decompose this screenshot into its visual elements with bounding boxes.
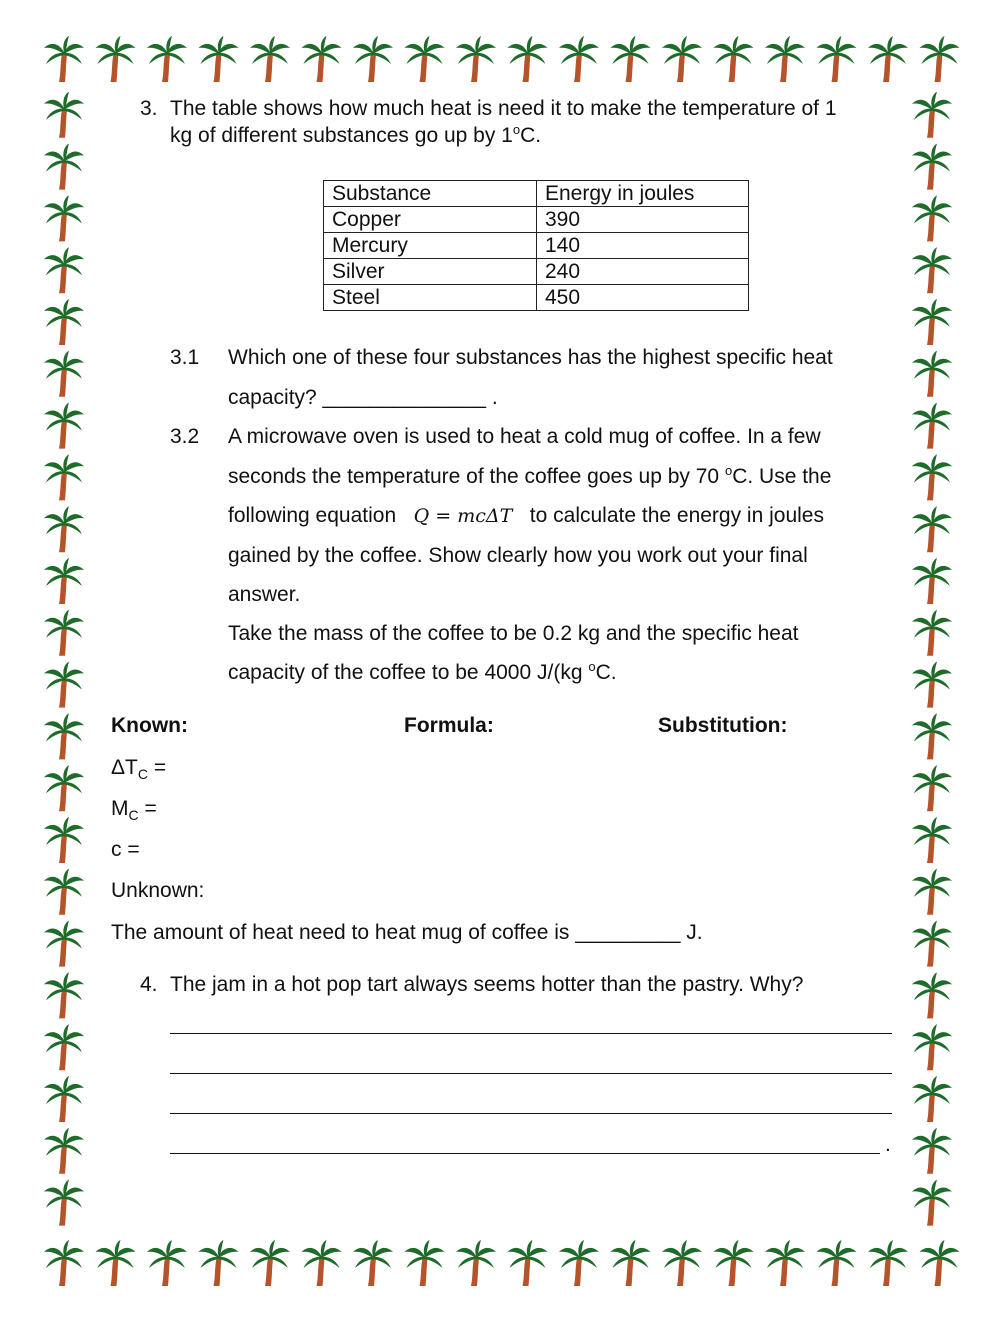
palm-tree-icon (44, 351, 84, 397)
palm-tree-icon (44, 558, 84, 604)
table-cell: 240 (537, 259, 749, 285)
table-cell: 140 (537, 233, 749, 259)
palm-tree-icon (611, 36, 651, 82)
palm-tree-icon (912, 506, 952, 552)
palm-tree-icon (912, 92, 952, 138)
q32-line1: A microwave oven is used to heat a cold mug of coffee. In a few (228, 425, 821, 448)
palm-tree-icon (912, 1128, 952, 1174)
palm-tree-icon (912, 610, 952, 656)
q3-number: 3. (140, 97, 158, 120)
palm-tree-icon (817, 36, 857, 82)
palm-tree-icon (147, 36, 187, 82)
heat-energy-table (323, 180, 749, 311)
palm-tree-icon (44, 610, 84, 656)
palm-tree-icon (912, 403, 952, 449)
palm-tree-icon (912, 869, 952, 915)
q32-line2: seconds the temperature of the coffee goes up by 70 $^o$C. Use the (228, 463, 832, 488)
q4-question: The jam in a hot pop tart always seems hotter than the pastry. Why? (170, 973, 804, 996)
palm-tree-icon (44, 921, 84, 967)
palm-tree-icon (508, 1240, 548, 1286)
palm-tree-icon (559, 1240, 599, 1286)
formula-label: Formula: (404, 714, 494, 737)
palm-tree-icon (714, 1240, 754, 1286)
table-cell: 390 (537, 207, 749, 233)
palm-tree-icon (456, 1240, 496, 1286)
palm-tree-icon (912, 1180, 952, 1226)
heat-equation: Q = mcΔT (413, 505, 513, 527)
palm-tree-icon (353, 36, 393, 82)
table-row (324, 233, 749, 259)
palm-tree-icon (353, 1240, 393, 1286)
palm-tree-icon (912, 247, 952, 293)
palm-tree-icon (765, 36, 805, 82)
table-cell: Steel (324, 285, 537, 311)
palm-tree-icon (508, 36, 548, 82)
table-header-row (324, 181, 749, 207)
palm-tree-icon (44, 92, 84, 138)
palm-tree-icon (912, 351, 952, 397)
palm-tree-icon (559, 36, 599, 82)
mass-line: $M_C$ = (111, 797, 157, 824)
q32-line4: gained by the coffee. Show clearly how you work out your final (228, 544, 808, 567)
palm-tree-icon (912, 558, 952, 604)
table-cell: Mercury (324, 233, 537, 259)
table-row (324, 207, 749, 233)
palm-tree-icon (456, 36, 496, 82)
q32-line6: Take the mass of the coffee to be 0.2 kg and the specific heat (228, 622, 799, 645)
table-header: Energy in joules (537, 181, 749, 207)
palm-tree-icon (44, 299, 84, 345)
palm-tree-icon (44, 403, 84, 449)
palm-tree-icon (912, 817, 952, 863)
q32-number: 3.2 (170, 425, 200, 448)
table-row (324, 285, 749, 311)
palm-tree-icon (912, 1024, 952, 1070)
palm-tree-icon (714, 36, 754, 82)
palm-tree-icon (44, 144, 84, 190)
palm-tree-icon (868, 36, 908, 82)
q31-number: 3.1 (170, 346, 200, 369)
palm-tree-icon (662, 36, 702, 82)
palm-tree-icon (920, 1240, 960, 1286)
substitution-label: Substitution: (658, 714, 788, 737)
table-row (324, 259, 749, 285)
palm-tree-icon (44, 817, 84, 863)
q32-line5: answer. (228, 583, 301, 606)
palm-tree-icon (611, 1240, 651, 1286)
q32-line3: following equation Q = mcΔT to calculate the energy in joules (228, 504, 824, 527)
palm-tree-icon (912, 144, 952, 190)
answer-blank-line[interactable] (170, 1073, 892, 1074)
table-header: Substance (324, 181, 537, 207)
palm-tree-icon (817, 1240, 857, 1286)
palm-tree-icon (44, 1024, 84, 1070)
c-line: c = (111, 838, 140, 861)
palm-tree-icon (96, 1240, 136, 1286)
palm-tree-icon (44, 506, 84, 552)
palm-tree-icon (147, 1240, 187, 1286)
palm-tree-icon (44, 1076, 84, 1122)
palm-tree-icon (405, 1240, 445, 1286)
palm-tree-icon (250, 36, 290, 82)
answer-blank-line[interactable] (170, 1153, 880, 1154)
palm-tree-icon (44, 1180, 84, 1226)
palm-tree-icon (44, 36, 84, 82)
palm-tree-icon (912, 195, 952, 241)
palm-tree-icon (44, 247, 84, 293)
table-cell: Silver (324, 259, 537, 285)
palm-tree-icon (250, 1240, 290, 1286)
q4-end-mark: . (885, 1133, 891, 1156)
unknown-label: Unknown: (111, 879, 205, 902)
palm-tree-icon (912, 972, 952, 1018)
table-cell: Copper (324, 207, 537, 233)
palm-tree-icon (912, 299, 952, 345)
palm-tree-icon (44, 869, 84, 915)
q31-line2: capacity? ______________ . (228, 386, 498, 409)
answer-line: The amount of heat need to heat mug of coffee is _________ J. (111, 921, 703, 944)
palm-tree-icon (44, 1128, 84, 1174)
q31-line1: Which one of these four substances has the highest specific heat (228, 346, 833, 369)
palm-tree-icon (912, 662, 952, 708)
q4-number: 4. (140, 973, 158, 996)
palm-tree-icon (44, 662, 84, 708)
answer-blank-line[interactable] (170, 1113, 892, 1114)
answer-blank-line[interactable] (170, 1033, 892, 1034)
delta-t-line: $\Delta T_C$ = (111, 756, 167, 783)
q3-intro-line1: The table shows how much heat is need it to make the temperature of 1 (170, 97, 837, 120)
palm-tree-icon (44, 195, 84, 241)
palm-tree-icon (912, 454, 952, 500)
palm-tree-icon (44, 765, 84, 811)
known-label: Known: (111, 714, 188, 737)
palm-tree-icon (302, 36, 342, 82)
palm-tree-icon (912, 713, 952, 759)
q32-line7: capacity of the coffee to be 4000 J/(kg $^o$C. (228, 659, 617, 684)
palm-tree-icon (912, 765, 952, 811)
palm-tree-icon (96, 36, 136, 82)
palm-tree-icon (44, 1240, 84, 1286)
palm-tree-icon (912, 921, 952, 967)
table-cell: 450 (537, 285, 749, 311)
palm-tree-icon (912, 1076, 952, 1122)
palm-tree-icon (302, 1240, 342, 1286)
q3-intro-line2: kg of different substances go up by 1$^o$C. (170, 122, 542, 147)
palm-tree-icon (868, 1240, 908, 1286)
palm-tree-icon (765, 1240, 805, 1286)
palm-tree-icon (44, 713, 84, 759)
palm-tree-icon (920, 36, 960, 82)
palm-tree-icon (44, 972, 84, 1018)
palm-tree-icon (44, 454, 84, 500)
palm-tree-icon (199, 36, 239, 82)
palm-tree-icon (199, 1240, 239, 1286)
palm-tree-icon (405, 36, 445, 82)
palm-tree-icon (662, 1240, 702, 1286)
